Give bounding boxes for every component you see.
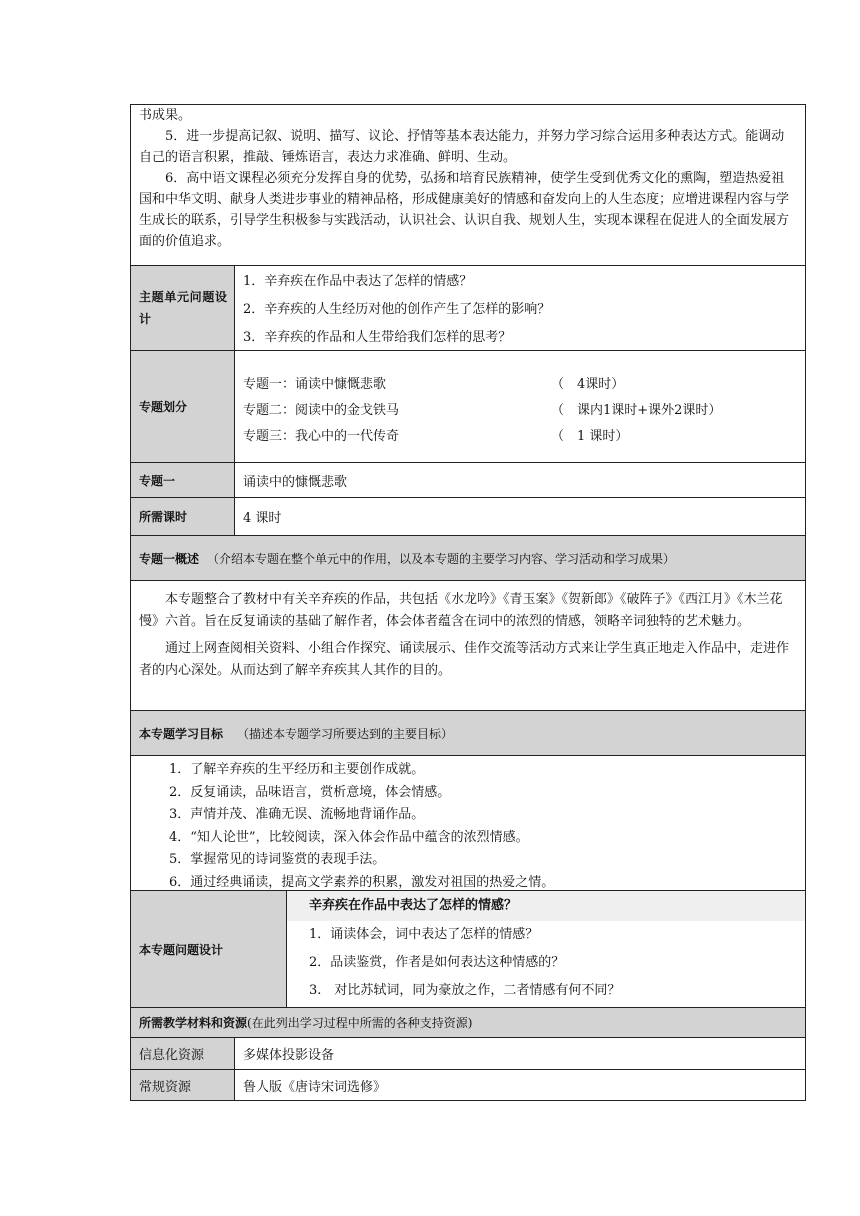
overview-body-row	[131, 581, 805, 711]
topic-one-row	[131, 463, 805, 498]
topic-3-hours: （ 1 课时）	[551, 429, 629, 444]
unit-questions-content	[235, 266, 805, 350]
objectives-note: （描述本专题学习所要达到的主要目标）	[237, 726, 454, 741]
overview-header-row	[131, 536, 805, 581]
lesson-plan-table	[130, 104, 806, 1101]
objective-5: 5．掌握常见的诗词鉴赏的表现手法。	[169, 852, 386, 867]
topic-2-name: 专题二：阅读中的金戈铁马	[243, 403, 400, 418]
unit-questions-row	[131, 266, 805, 351]
topic-one-label: 专题一	[131, 463, 235, 497]
hours-value: 4 课时	[243, 511, 282, 526]
objective-6: 6．通过经典诵读，提高文学素养的积累，激发对祖国的热爱之情。	[169, 874, 555, 890]
resources-note: (在此列出学习过程中所需的各种支持资源)	[247, 1016, 473, 1030]
topic-question-1: 1．诵读体会，词中表达了怎样的情感？	[309, 927, 539, 942]
info-resources-value: 多媒体投影设备	[243, 1048, 335, 1063]
regular-resources-row	[131, 1070, 805, 1100]
unit-questions-label: 主题单元问题设计	[131, 266, 235, 350]
overview-note: （介绍本专题在整个单元中的作用，以及本专题的主要学习内容、学习活动和学习成果）	[207, 551, 676, 566]
objective-3: 3．声情并茂、准确无误、流畅地背诵作品。	[169, 807, 425, 822]
unit-question-2: 2．辛弃疾的人生经历对他的创作产生了怎样的影响？	[243, 302, 551, 317]
objectives-title: 本专题学习目标	[139, 726, 224, 741]
topics-row	[131, 351, 805, 463]
objective-1: 1．了解辛弃疾的生平经历和主要创作成就。	[169, 762, 425, 777]
objective-4: 4．“知人论世”，比较阅读，深入体会作品中蕴含的浓烈情感。	[169, 829, 529, 845]
objective-2: 2．反复诵读，品味语言，赏析意境，体会情感。	[169, 784, 451, 800]
topics-content	[235, 351, 805, 462]
unit-question-3: 3．辛弃疾的作品和人生带给我们怎样的思考？	[243, 330, 512, 345]
info-resources-row	[131, 1038, 805, 1070]
topic-question-3: 3. 对比苏轼词，同为豪放之作，二者情感有何不同？	[309, 983, 621, 998]
hours-row	[131, 498, 805, 536]
topic-questions-heading: 辛弃疾在作品中表达了怎样的情感？	[287, 891, 805, 921]
standards-row	[131, 105, 805, 266]
objectives-row	[131, 756, 805, 891]
objectives-header-row	[131, 711, 805, 756]
topic-2-hours: （ 课内1课时+课外2课时）	[551, 403, 722, 418]
overview-p2: 通过上网查阅相关资料、小组合作探究、诵读展示、佳作交流等活动方式来让学生真正地走入作品中，走进作者的内心深处。从而达到了解辛弃疾其人其作的目的。	[139, 641, 790, 678]
standards-p0: 书成果。	[139, 108, 192, 123]
overview-title: 专题一概述	[139, 551, 200, 566]
topic-question-2: 2．品读鉴赏，作者是如何表达这种情感的？	[309, 955, 565, 970]
topic-1-name: 专题一：诵读中慷慨悲歌	[243, 377, 387, 392]
overview-p1: 本专题整合了教材中有关辛弃疾的作品，共包括《水龙吟》《青玉案》《贺新郎》《破阵子》《西江月》《木兰花慢》六首。旨在反复诵读的基础了解作者，体会体者蕴含在词中的浓烈的情感，领略辛词独特的艺术魅力。	[139, 592, 783, 629]
standards-p5: 5．进一步提高记叙、说明、描写、议论、抒情等基本表达能力，并努力学习综合运用多种表达方式。能调动自己的语言积累，推敲、锤炼语言，表达力求准确、鲜明、生动。	[139, 129, 785, 165]
resources-title: 所需教学材料和资源	[139, 1016, 248, 1030]
standards-p6: 6．高中语文课程必须充分发挥自身的优势，弘扬和培育民族精神，使学生受到优秀文化的熏陶，塑造热爱祖国和中华文明、献身人类进步事业的精神品格，形成健康美好的情感和奋发向上的人生态度；应增进课程内容与学生成长的联系，引导学生积极参与实践活动，认识社会、认识自我、规划人生，实现本课程在促进人的全面发展方面的价值追求。	[139, 171, 790, 249]
info-resources-label: 信息化资源	[131, 1038, 235, 1069]
topic-1-hours: （ 4课时）	[551, 377, 625, 392]
topic-questions-row	[131, 891, 805, 1008]
topics-label: 专题划分	[131, 351, 235, 462]
unit-question-1: 1．辛弃疾在作品中表达了怎样的情感？	[243, 274, 473, 289]
topic-questions-label: 本专题问题设计	[131, 891, 287, 1007]
topic-questions-content	[287, 891, 805, 1007]
topic-3-name: 专题三：我心中的一代传奇	[243, 429, 400, 444]
topic-one-value: 诵读中的慷慨悲歌	[243, 474, 348, 490]
regular-resources-value: 鲁人版《唐诗宋词选修》	[243, 1079, 387, 1095]
regular-resources-label: 常规资源	[131, 1070, 235, 1100]
hours-label: 所需课时	[131, 498, 235, 535]
resources-header-row	[131, 1008, 805, 1038]
